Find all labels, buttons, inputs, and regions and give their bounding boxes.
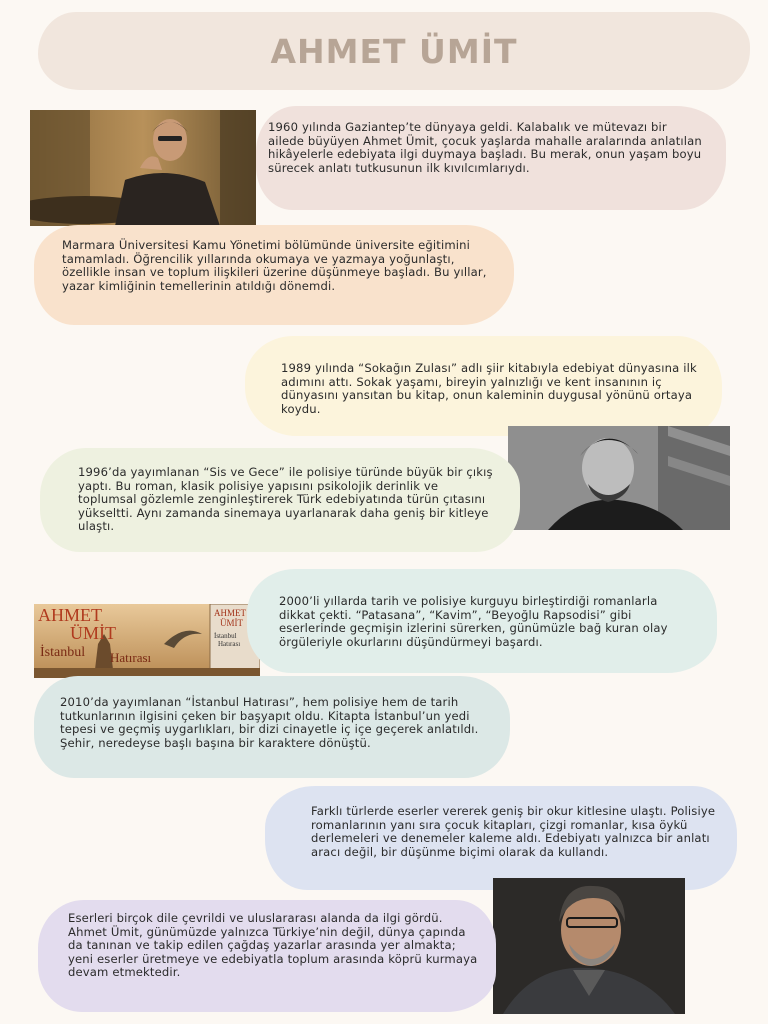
bio-paragraph-8: Eserleri birçok dile çevrildi ve uluslararası alanda da ilgi gördü. Ahmet Ümit, günümüzde yalnızca Türkiye’nin değil, dünya çapında da tanınan ve takip edilen çağdaş yazarlar arasında yer almakta; yeni eserler üretmeye ve edebiyatla toplum arasında köprü kurmaya devam etmektedir.: [38, 900, 496, 1012]
small-cover-author: AHMET: [214, 608, 246, 618]
author-photo-recent: [493, 878, 685, 1014]
small-cover-title-2: Hatırası: [218, 640, 241, 648]
book-cover-author-line2: ÜMİT: [70, 623, 116, 643]
bio-paragraph-5: 2000’li yıllarda tarih ve polisiye kurguyu birleştirdiği romanlarla dikkat çekti. “Patasana”, “Kavim”, “Beyoğlu Rapsodisi” gibi eserlerinde geçmişin izlerini sürerken, günümüzle bağ kuran olay örgüleriyle okurlarını düşündürmeyi başardı.: [247, 569, 717, 673]
bio-paragraph-7: Farklı türlerde eserler vererek geniş bir okur kitlesine ulaştı. Polisiye romanlarının yanı sıra çocuk kitapları, çizgi romanlar, kısa öykü derlemeleri ve denemeler kaleme aldı. Edebiyatı yalnızca bir anlatı aracı değil, bir düşünme biçimi olarak da kullandı.: [265, 786, 737, 890]
book-cover-title-line2: Hatırası: [110, 650, 152, 665]
author-photo-young: [30, 110, 256, 226]
small-cover-author-2: ÜMİT: [220, 618, 243, 628]
book-cover-author-line1: AHMET: [38, 605, 102, 625]
bio-paragraph-6: 2010’da yayımlanan “İstanbul Hatırası”, hem polisiye hem de tarih tutkunlarının ilgisini çeken bir başyapıt oldu. Kitapta İstanbul’un yedi tepesi ve geçmiş uygarlıkları, bir dizi cinayetle iç içe geçerek anlatıldı. Şehir, neredeyse başlı başına bir karaktere dönüştü.: [34, 676, 510, 778]
bio-paragraph-3: 1989 yılında “Sokağın Zulası” adlı şiir kitabıyla edebiyat dünyasına ilk adımını attı. Sokak yaşamı, bireyin yalnızlığı ve kent insanının iç dünyasını yansıtan bu kitap, onun kaleminin duygusal yönünü ortaya koydu.: [245, 336, 722, 436]
book-cover-title-line1: İstanbul: [40, 645, 86, 660]
title-banner: [38, 12, 750, 90]
bio-paragraph-4: 1996’da yayımlanan “Sis ve Gece” ile polisiye türünde büyük bir çıkış yaptı. Bu roman, klasik polisiye yapısını psikolojik derinlik ve toplumsal gözlemle zenginleştirerek Türk edebiyatında türün çıtasını yükseltti. Aynı zamanda sinemaya uyarlanarak daha geniş bir kitleye ulaştı.: [40, 448, 520, 552]
bio-paragraph-1: 1960 yılında Gaziantep’te dünyaya geldi. Kalabalık ve mütevazı bir ailede büyüyen Ahmet Ümit, çocuk yaşlarda mahalle aralarında anlatılan hikâyelerle edebiyata ilgi duymaya başladı. Bu merak, onun yaşam boyu sürecek anlatı tutkusunun ilk kıvılcımlarıydı.: [256, 106, 726, 210]
book-cover-istanbul-hatirasi: [34, 604, 260, 678]
page-title: AHMET ÜMİT: [270, 31, 518, 71]
author-photo-bw: [508, 426, 730, 530]
small-cover-title: İstanbul: [214, 632, 237, 640]
bio-paragraph-2: Marmara Üniversitesi Kamu Yönetimi bölümünde üniversite eğitimini tamamladı. Öğrencilik yıllarında okumaya ve yazmaya yoğunlaştı, özellikle insan ve toplum ilişkileri üzerine düşünmeye başladı. Bu yıllar, yazar kimliğinin temellerinin atıldığı dönemdi.: [34, 225, 514, 325]
